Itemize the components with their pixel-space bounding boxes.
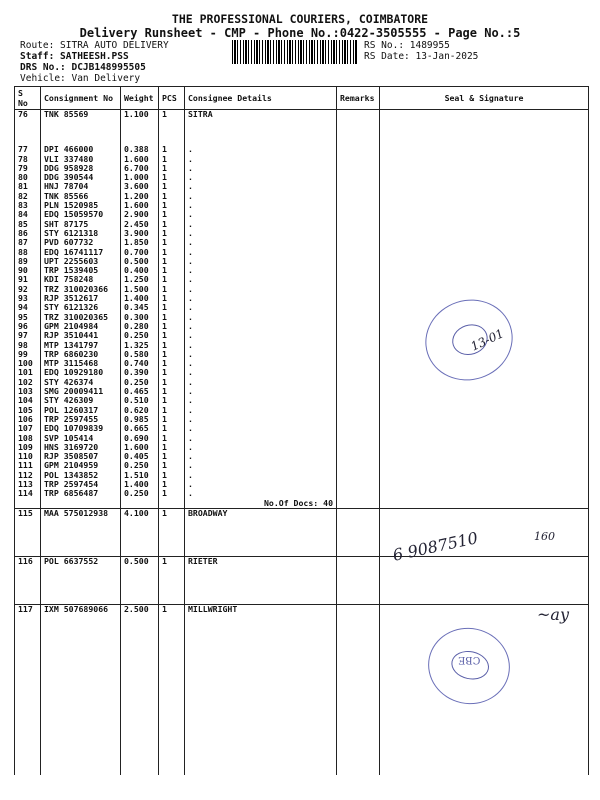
consignee: . [185, 201, 337, 210]
weight: 1.100 [121, 110, 159, 120]
sno: 84 [15, 210, 41, 219]
pcs: 1 [159, 368, 185, 377]
sno: 109 [15, 443, 41, 452]
weight: 1.600 [121, 443, 159, 452]
pcs: 1 [159, 387, 185, 396]
weight: 0.580 [121, 350, 159, 359]
sno: 92 [15, 285, 41, 294]
consignment-no: STY 6121318 [41, 229, 121, 238]
sno: 85 [15, 220, 41, 229]
sno: 108 [15, 434, 41, 443]
signature-115: 6 9087510 [390, 528, 480, 565]
consignee: . [185, 341, 337, 350]
consignee: . [185, 285, 337, 294]
sno: 81 [15, 182, 41, 191]
sno: 102 [15, 378, 41, 387]
col-remarks: Remarks [337, 87, 380, 110]
consignee: . [185, 415, 337, 424]
weight: 1.510 [121, 471, 159, 480]
weight: 0.620 [121, 406, 159, 415]
weight: 0.740 [121, 359, 159, 368]
consignment-no: SVP 105414 [41, 434, 121, 443]
sno: 83 [15, 201, 41, 210]
pcs: 1 [159, 275, 185, 284]
signature-116-icon: ~ay [537, 605, 569, 624]
table-row [15, 489, 589, 498]
weight: 1.400 [121, 294, 159, 303]
stamp-date: 13-01 [468, 326, 506, 354]
table-row [15, 452, 589, 461]
consignment-no: PVD 607732 [41, 238, 121, 247]
consignee: . [185, 434, 337, 443]
weight: 0.300 [121, 313, 159, 322]
consignment-no: GPM 2104959 [41, 461, 121, 470]
pcs: 1 [159, 164, 185, 173]
pcs: 1 [159, 461, 185, 470]
consignment-no: UPT 2255603 [41, 257, 121, 266]
consignee: . [185, 220, 337, 229]
consignee: . [185, 368, 337, 377]
pcs: 1 [159, 303, 185, 312]
sno: 96 [15, 322, 41, 331]
barcode [232, 40, 357, 64]
table-row [15, 471, 589, 480]
no-of-docs: No.Of Docs: 40 [185, 499, 337, 509]
consignment-no: SMG 20009411 [41, 387, 121, 396]
consignment-no: TNK 85566 [41, 192, 121, 201]
consignment-no: MTP 1341797 [41, 341, 121, 350]
signature-115-note: 160 [534, 530, 555, 543]
weight: 1.250 [121, 275, 159, 284]
consignment-no: VLI 337480 [41, 155, 121, 164]
sno: 100 [15, 359, 41, 368]
pcs: 1 [159, 201, 185, 210]
consignment-no: KDI 758248 [41, 275, 121, 284]
stamp2-text: CBE [458, 654, 481, 665]
consignment-no: STY 426374 [41, 378, 121, 387]
weight: 0.465 [121, 387, 159, 396]
weight: 1.600 [121, 201, 159, 210]
pcs: 1 [159, 378, 185, 387]
col-weight: Weight [121, 87, 159, 110]
consignment-no: POL 1260317 [41, 406, 121, 415]
pcs: 1 [159, 313, 185, 322]
pcs: 1 [159, 192, 185, 201]
weight: 0.985 [121, 415, 159, 424]
weight: 0.250 [121, 461, 159, 470]
table-row [15, 378, 589, 387]
weight: 0.500 [121, 257, 159, 266]
pcs: 1 [159, 359, 185, 368]
sno: 87 [15, 238, 41, 247]
pcs: 1 [159, 443, 185, 452]
consignment-no: DDG 390544 [41, 173, 121, 182]
pcs: 1 [159, 229, 185, 238]
table-row [15, 387, 589, 396]
weight: 4.100 [121, 508, 159, 518]
sno: 111 [15, 461, 41, 470]
table-row [15, 266, 589, 275]
sno: 113 [15, 480, 41, 489]
consignee: . [185, 461, 337, 470]
consignee: . [185, 378, 337, 387]
sno: 80 [15, 173, 41, 182]
sno: 82 [15, 192, 41, 201]
consignment-no: TRP 6856487 [41, 489, 121, 498]
sno: 78 [15, 155, 41, 164]
weight: 1.850 [121, 238, 159, 247]
consignment-no: POL 1343852 [41, 471, 121, 480]
consignee: . [185, 145, 337, 154]
weight: 2.500 [121, 605, 159, 615]
table-row [15, 182, 589, 191]
consignment-no: TRZ 310020365 [41, 313, 121, 322]
table-row [15, 605, 589, 615]
sno: 99 [15, 350, 41, 359]
consignment-no: GPM 2104984 [41, 322, 121, 331]
consignee: . [185, 164, 337, 173]
col-seal: Seal & Signature [380, 87, 589, 110]
consignee: BROADWAY [185, 508, 337, 518]
sno: 112 [15, 471, 41, 480]
table-row [15, 285, 589, 294]
pcs: 1 [159, 434, 185, 443]
col-pcs: PCS [159, 87, 185, 110]
pcs: 1 [159, 248, 185, 257]
consignment-no: IXM 507689066 [41, 605, 121, 615]
table-row [15, 557, 589, 567]
consignee: . [185, 387, 337, 396]
consignment-no: EDQ 16741117 [41, 248, 121, 257]
pcs: 1 [159, 238, 185, 247]
pcs: 1 [159, 285, 185, 294]
table-row [15, 275, 589, 284]
staff: Staff: SATHEESH.PSS [20, 51, 129, 62]
sno: 105 [15, 406, 41, 415]
consignment-no: TRZ 310020366 [41, 285, 121, 294]
table-row [15, 145, 589, 154]
weight: 0.390 [121, 368, 159, 377]
consignment-no: STY 426309 [41, 396, 121, 405]
pcs: 1 [159, 605, 185, 615]
table-row [15, 434, 589, 443]
runsheet-title: Delivery Runsheet - CMP - Phone No.:0422-3505555 - Page No.:5 [79, 26, 521, 40]
table-row [15, 415, 589, 424]
consignee: . [185, 173, 337, 182]
col-sno: S No [15, 87, 41, 110]
table-row [15, 210, 589, 219]
consignee: . [185, 182, 337, 191]
sno: 104 [15, 396, 41, 405]
consignment-no: TRP 6860230 [41, 350, 121, 359]
weight: 1.600 [121, 155, 159, 164]
weight: 1.000 [121, 173, 159, 182]
consignee: MILLWRIGHT [185, 605, 337, 615]
consignment-no: POL 6637552 [41, 557, 121, 567]
weight: 0.510 [121, 396, 159, 405]
sno: 116 [15, 557, 41, 567]
consignee: . [185, 359, 337, 368]
pcs: 1 [159, 220, 185, 229]
weight: 1.200 [121, 192, 159, 201]
consignee: . [185, 480, 337, 489]
consignee: . [185, 294, 337, 303]
table-row [15, 201, 589, 210]
pcs: 1 [159, 182, 185, 191]
pcs: 1 [159, 415, 185, 424]
consignment-no: MTP 3115468 [41, 359, 121, 368]
weight: 0.345 [121, 303, 159, 312]
consignment-no: MAA 575012938 [41, 508, 121, 518]
sno: 79 [15, 164, 41, 173]
table-row [15, 294, 589, 303]
weight: 0.250 [121, 378, 159, 387]
consignment-no: PLN 1520985 [41, 201, 121, 210]
pcs: 1 [159, 331, 185, 340]
table-row [15, 396, 589, 405]
weight: 0.500 [121, 557, 159, 567]
consignee: . [185, 471, 337, 480]
consignment-no: RJP 3510441 [41, 331, 121, 340]
consignee: . [185, 266, 337, 275]
col-consignee: Consignee Details [185, 87, 337, 110]
consignee: . [185, 257, 337, 266]
consignee: . [185, 248, 337, 257]
weight: 2.450 [121, 220, 159, 229]
pcs: 1 [159, 294, 185, 303]
consignee: . [185, 275, 337, 284]
consignee: . [185, 331, 337, 340]
consignment-no: RJP 3508507 [41, 452, 121, 461]
table-row [15, 257, 589, 266]
weight: 3.900 [121, 229, 159, 238]
pcs: 1 [159, 145, 185, 154]
drs-number: DRS No.: DCJB148995505 [20, 62, 146, 73]
weight: 0.700 [121, 248, 159, 257]
route: Route: SITRA AUTO DELIVERY [20, 40, 169, 51]
weight: 0.405 [121, 452, 159, 461]
table-row [15, 443, 589, 452]
sno: 106 [15, 415, 41, 424]
consignee: . [185, 210, 337, 219]
sno: 103 [15, 387, 41, 396]
table-row [15, 238, 589, 247]
pcs: 1 [159, 406, 185, 415]
sno: 95 [15, 313, 41, 322]
pcs: 1 [159, 322, 185, 331]
consignment-no: EDQ 10929180 [41, 368, 121, 377]
consignment-no: TNK 85569 [41, 110, 121, 120]
table-row [15, 173, 589, 182]
weight: 0.690 [121, 434, 159, 443]
pcs: 1 [159, 110, 185, 120]
sno: 107 [15, 424, 41, 433]
table-row [15, 406, 589, 415]
sno: 110 [15, 452, 41, 461]
consignment-no: RJP 3512617 [41, 294, 121, 303]
pcs: 1 [159, 480, 185, 489]
table-row [15, 110, 589, 120]
weight: 0.400 [121, 266, 159, 275]
consignee: . [185, 322, 337, 331]
consignee: . [185, 238, 337, 247]
table-row [15, 424, 589, 433]
pcs: 1 [159, 257, 185, 266]
sno: 93 [15, 294, 41, 303]
consignee: . [185, 155, 337, 164]
sno: 117 [15, 605, 41, 615]
pcs: 1 [159, 210, 185, 219]
sno: 76 [15, 110, 41, 120]
weight: 6.700 [121, 164, 159, 173]
table-row [15, 220, 589, 229]
consignee: RIETER [185, 557, 337, 567]
sno: 101 [15, 368, 41, 377]
pcs: 1 [159, 155, 185, 164]
table-row [15, 155, 589, 164]
sno: 98 [15, 341, 41, 350]
consignee: . [185, 396, 337, 405]
table-row [15, 192, 589, 201]
sno: 86 [15, 229, 41, 238]
pcs: 1 [159, 508, 185, 518]
table-row [15, 164, 589, 173]
consignee: . [185, 424, 337, 433]
sno: 94 [15, 303, 41, 312]
sno: 90 [15, 266, 41, 275]
table-row [15, 229, 589, 238]
weight: 1.325 [121, 341, 159, 350]
table-row [15, 368, 589, 377]
pcs: 1 [159, 173, 185, 182]
table-row [15, 248, 589, 257]
rs-number: RS No.: 1489955 [364, 40, 450, 51]
consignment-no: EDQ 10709839 [41, 424, 121, 433]
pcs: 1 [159, 396, 185, 405]
pcs: 1 [159, 424, 185, 433]
consignment-no: HNS 3169720 [41, 443, 121, 452]
consignee: . [185, 406, 337, 415]
consignee: . [185, 452, 337, 461]
pcs: 1 [159, 557, 185, 567]
consignment-no: DPI 466000 [41, 145, 121, 154]
weight: 3.600 [121, 182, 159, 191]
table-row [15, 508, 589, 518]
sno: 97 [15, 331, 41, 340]
col-consignment: Consignment No [41, 87, 121, 110]
weight: 2.900 [121, 210, 159, 219]
consignment-no: STY 6121326 [41, 303, 121, 312]
pcs: 1 [159, 452, 185, 461]
consignment-no: DDG 958928 [41, 164, 121, 173]
consignee: . [185, 350, 337, 359]
table-header [15, 87, 589, 110]
consignee: . [185, 229, 337, 238]
sno: 91 [15, 275, 41, 284]
pcs: 1 [159, 489, 185, 498]
sno: 115 [15, 508, 41, 518]
pcs: 1 [159, 266, 185, 275]
rs-date: RS Date: 13-Jan-2025 [364, 51, 479, 62]
consignee: . [185, 192, 337, 201]
weight: 1.400 [121, 480, 159, 489]
pcs: 1 [159, 350, 185, 359]
pcs: 1 [159, 471, 185, 480]
company-name: THE PROFESSIONAL COURIERS, COIMBATORE [171, 12, 429, 26]
weight: 0.280 [121, 322, 159, 331]
consignment-no: TRP 1539405 [41, 266, 121, 275]
weight: 1.500 [121, 285, 159, 294]
consignee: . [185, 313, 337, 322]
consignee: . [185, 489, 337, 498]
consignee: SITRA [185, 110, 337, 120]
sno: 88 [15, 248, 41, 257]
consignee: . [185, 443, 337, 452]
pcs: 1 [159, 341, 185, 350]
consignment-no: SHT 87175 [41, 220, 121, 229]
consignment-no: HNJ 78704 [41, 182, 121, 191]
sno: 89 [15, 257, 41, 266]
consignment-no: EDQ 15059570 [41, 210, 121, 219]
sno: 114 [15, 489, 41, 498]
weight: 0.665 [121, 424, 159, 433]
table-row [15, 480, 589, 489]
weight: 0.250 [121, 489, 159, 498]
consignment-no: TRP 2597455 [41, 415, 121, 424]
weight: 0.250 [121, 331, 159, 340]
sno: 77 [15, 145, 41, 154]
consignment-no: TRP 2597454 [41, 480, 121, 489]
vehicle: Vehicle: Van Delivery [20, 73, 141, 84]
weight: 0.388 [121, 145, 159, 154]
consignee: . [185, 303, 337, 312]
table-row [15, 461, 589, 470]
